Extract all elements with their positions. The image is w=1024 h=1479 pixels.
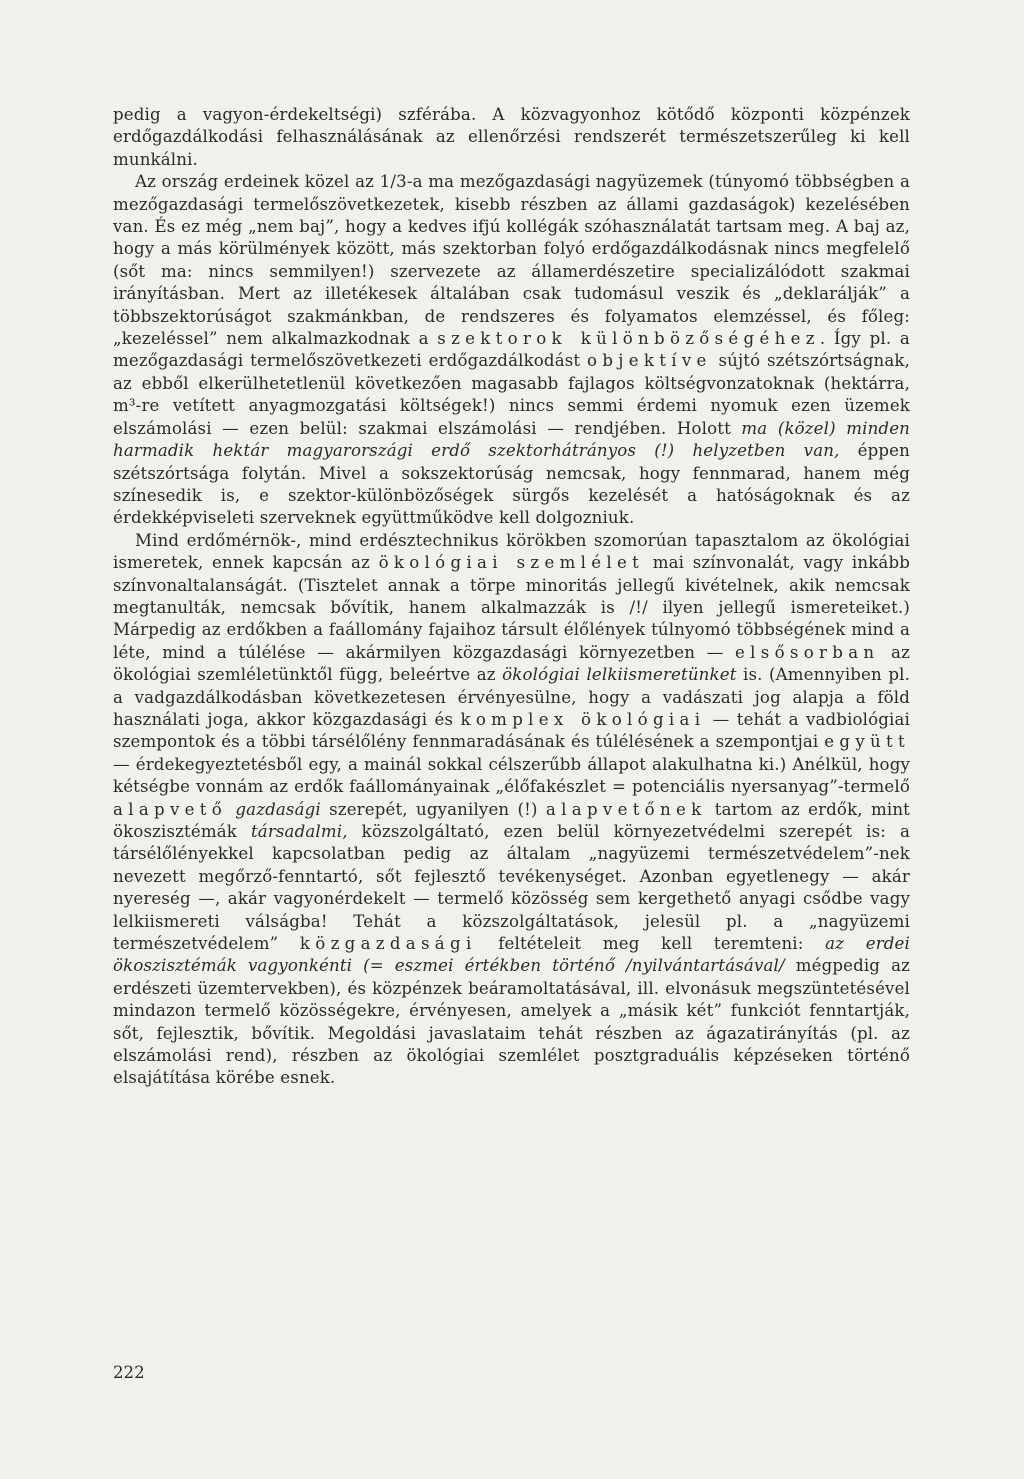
spaced-emphasis-run: közgazdasági	[299, 934, 477, 954]
text-run: tartom az erdők, mint ökoszisztémák	[113, 799, 910, 841]
paragraph	[113, 171, 910, 530]
text-run: szerepét, ugyanilyen (!)	[320, 799, 546, 819]
text-run: mai színvonalát, vagy inkább színvonaltalanságát. (Tisztelet annak a törpe minoritás jellegű kivételnek, akik nemcsak megtanulták, nemcsak bővítik, hanem alkalmazzák is /!/ ilyen jellegű ismereteiket.) Márpedig az erdőkben a faállomány fajaihoz társult élőlények túlnyomó többségének mind a léte, mind a túlélése — akármilyen közgazdasági környezetben —	[113, 553, 910, 662]
spaced-emphasis-run: elsősorban	[735, 642, 880, 662]
spaced-emphasis-run: együtt	[824, 732, 910, 752]
text-run: is. (Amennyiben pl. a vadgazdálkodásban következetesen érvényesülne, hogy a vadászati jog alapja a föld használati joga, akkor közgazdasági és	[113, 665, 910, 729]
spaced-emphasis-run: szektorok különbözőségéhez	[437, 329, 820, 349]
text-run: közszolgáltató, ezen belül környezetvédelmi szerepét is: a társélőlényekkel kapcsolatban pedig az általam „nagyüzemi természetvédelem”-nek nevezett megőrző-fenntartó, sőt fejlesztő tevékenységet. Azonban egyetlenegy — akár nyereség —, akár vagyonérdekelt — termelő közösség sem kergethető anyagi csődbe vagy lelkiismereti válságba! Tehát a közszolgáltatások, jelesül pl. a „nagyüzemi természetvédelem”	[113, 822, 911, 954]
body-text	[113, 104, 910, 1090]
page-number: 222	[113, 1363, 145, 1382]
italic-run: ma (közel) minden harmadik hektár magyarországi erdő szektorhátrányos (!) helyzetben van,	[113, 418, 910, 461]
paragraph	[113, 104, 910, 171]
text-run: az ökológiai szemléletünktől függ, beleértve az	[113, 642, 910, 685]
italic-run: az erdei ökoszisztémák vagyonkénti (= eszmei értékben történő /nyilvántartásával/	[113, 934, 910, 976]
text-run: Mind erdőmérnök-, mind erdésztechnikus körökben szomorúan tapasztalom az ökológiai ismeretek, ennek kapcsán az	[113, 530, 910, 573]
italic-run: ökológiai lelkiismeretünket	[502, 665, 737, 685]
text-run: Az ország erdeinek közel az 1/3-a ma mezőgazdasági nagyüzemek (túnyomó többségben a mezőgazdasági termelőszövetkezetek, kisebb részben az állami gazdaságok) kezelésében van. És ez még „nem baj”, hogy a kedves ifjú kollégák szóhasználatát tartsam meg. A baj az, hogy a más körülmények között, más szektorban folyó erdőgazdálkodásnak nincs megfelelő (sőt ma: nincs semmilyen!) szervezete az államerdészetire specializálódott szakmai irányításban. Mert az illetékesek általában csak tudomásul veszik és „deklarálják” a többszektorúságot szakmánkban, de rendszeres és folyamatos elemzéssel, és főleg: „kezeléssel” nem alkalmazkodnak a	[113, 172, 910, 349]
spaced-emphasis-run: komplex ökológiai	[460, 709, 706, 729]
text-run: pedig a vagyon-érdekeltségi) szférába. A közvagyonhoz kötődő központi közpénzek erdőgazdálkodási felhasználásának az ellenőrzési rendszerét természetszerűleg ki kell munkálni.	[113, 105, 910, 169]
spaced-emphasis-run: alapvető	[113, 799, 228, 819]
italic-run: társadalmi,	[250, 822, 348, 841]
spaced-emphasis-run: objektíve	[587, 351, 712, 371]
spaced-emphasis-run: alapvetőnek	[545, 799, 707, 819]
text-run: éppen szétszórtsága folytán. Mivel a sokszektorúság nemcsak, hogy fennmarad, hanem még színesedik is, e szektor-különbözőségek sürgős kezelését a hatóságoknak és az érdekképviseleti szerveknek együttműködve kell dolgozniuk.	[113, 441, 910, 528]
text-run: mégpedig az erdészeti üzemtervekben), és közpénzek beáramoltatásával, ill. elvonásuk megszüntetésével mindazon termelő közösségekre, érvényesen, amelyek a „másik két” funkciót fenntartják, sőt, fejlesztik, bővítik. Megoldási javaslataim tehát részben az ágazatirányítás (pl. az elszámolási rend), részben az ökológiai szemlélet posztgraduális képzéseken történő elsajátítása körébe esnek.	[113, 956, 911, 1088]
italic-run: gazdasági	[235, 799, 321, 819]
spaced-emphasis-run: ökológiai szemlélet	[378, 553, 645, 573]
text-run: sújtó szétszórtságnak, az ebből elkerülhetetlenül következően magasabb fajlagos költségvonzatoknak (hektárra, m³-re vetített anyagmozgatási költségek!) nincs semmi érdemi nyomuk ezen üzemek elszámolási — ezen belül: szakmai elszámolási — rendjében. Holott	[113, 351, 910, 438]
paragraph	[113, 530, 910, 1090]
text-run: feltételeit meg kell teremteni:	[476, 934, 826, 954]
text-run: — tehát a vadbiológiai szempontok és a többi társélőlény fennmaradásának és túlélésének a szempontjai	[113, 709, 910, 752]
text-run: . Így pl. a mezőgazdasági termelőszövetkezeti erdőgazdálkodást	[113, 329, 910, 371]
text-run: — érdekegyeztetésből egy, a mainál sokkal célszerűbb állapot alakulhatna ki.) Anélkül, hogy kétségbe vonnám az erdők faállományainak „élőfakészlet = potenciális nyersanyag”-termelő	[113, 754, 910, 797]
